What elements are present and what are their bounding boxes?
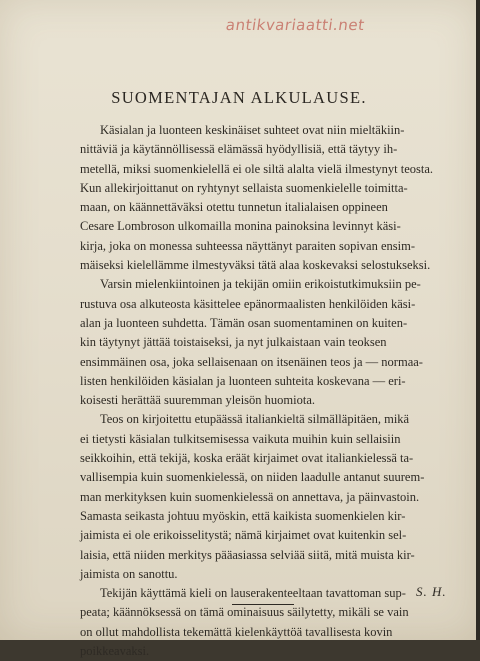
text-line: peata; käännöksessä on tämä ominaisuus säilytetty, mikäli se vain <box>80 605 409 620</box>
text-line: alan ja luonteen suhdetta. Tämän osan suomentaminen on kuiten- <box>80 315 408 330</box>
text-line: Tekijän käyttämä kieli on lauserakenteeltaan tavattoman sup- <box>100 586 406 601</box>
text-line: seikkoihin, että tekijä, koska eräät kirjaimet ovat italiankielessä ta- <box>80 451 414 466</box>
text-line: vallisempia kuin suomenkielessä, on niiden laadulle antanut suurem- <box>80 470 425 485</box>
text-line: Samasta seikasta johtuu myöskin, että kaikista suomenkielen kir- <box>80 508 406 523</box>
text-line: Käsialan ja luonteen keskinäiset suhteet ovat niin mieltäkiin- <box>100 123 405 137</box>
text-line: kin täytynyt jättää toistaiseksi, ja nyt julkaistaan vain teoksen <box>80 335 387 350</box>
book-spine-edge <box>476 0 480 640</box>
text-line: rustuva osa alkuteosta käsittelee epänormaalisten henkilöiden käsi- <box>80 296 416 311</box>
text-line: Cesare Lombroson ulkomailla monina painoksina levinnyt käsi- <box>80 219 401 234</box>
text-line: kirja, joka on monessa suhteessa näyttänyt paraiten sopivan ensim- <box>80 238 415 253</box>
text-line: Varsin mielenkiintoinen ja tekijän omiin erikoistutkimuksiin pe- <box>100 277 421 292</box>
signature-initials: S. H. <box>416 584 447 599</box>
end-rule <box>232 604 294 605</box>
text-line: listen henkilöiden käsialan ja luonteen suhteita koskevana — eri- <box>80 373 406 388</box>
text-line: on ollut mahdollista tekemättä kielenkäyttöä tavallisesta kovin <box>80 624 393 639</box>
preface-body <box>80 121 473 661</box>
text-line: Teos on kirjoitettu etupäässä italiankieltä silmälläpitäen, mikä <box>100 412 410 427</box>
text-line: ensimmäinen osa, joka sellaisenaan on itsenäinen teos ja — normaa- <box>80 354 423 369</box>
text-line: nittäviä ja käytännöllisessä elämässä hyödyllisiä, että täytyy ih- <box>80 142 398 157</box>
text-line: man merkityksen kuin suomenkielessä on annettava, ja päinvastoin. <box>80 489 420 504</box>
text-line: poikkeavaksi. <box>80 644 150 659</box>
text-line: koisesti herättää suuremman yleisön huomiota. <box>80 393 316 408</box>
text-line: ei tietysti käsialan tulkitsemisessa vaikuta muihin kuin sellaisiin <box>80 431 401 446</box>
text-line: mäiseksi kielellämme ilmestyväksi tätä alaa koskevaksi selostukseksi. <box>80 258 431 273</box>
text-line: jaimista ei ole erikoisselitystä; nämä kirjaimet ovat kuitenkin sel- <box>80 528 407 543</box>
text-line: maan, on käännettäväksi otettu tunnetun italialaisen oppineen <box>80 200 388 215</box>
text-line: jaimista on sanottu. <box>80 566 178 581</box>
watermark-text: antikvariaatti.net <box>224 16 366 34</box>
page-title: SUOMENTAJAN ALKULAUSE. <box>111 88 367 107</box>
text-line: Kun allekirjoittanut on ryhtynyt sellaista suomenkielelle toimitta- <box>80 180 408 195</box>
text-line: metellä, miksi suomenkielellä ei ole siltä alalta vielä ilmestynyt teosta. <box>80 161 434 176</box>
text-line: laisia, että niiden merkitys pääasiassa selviää siitä, mitä muista kir- <box>80 547 415 562</box>
